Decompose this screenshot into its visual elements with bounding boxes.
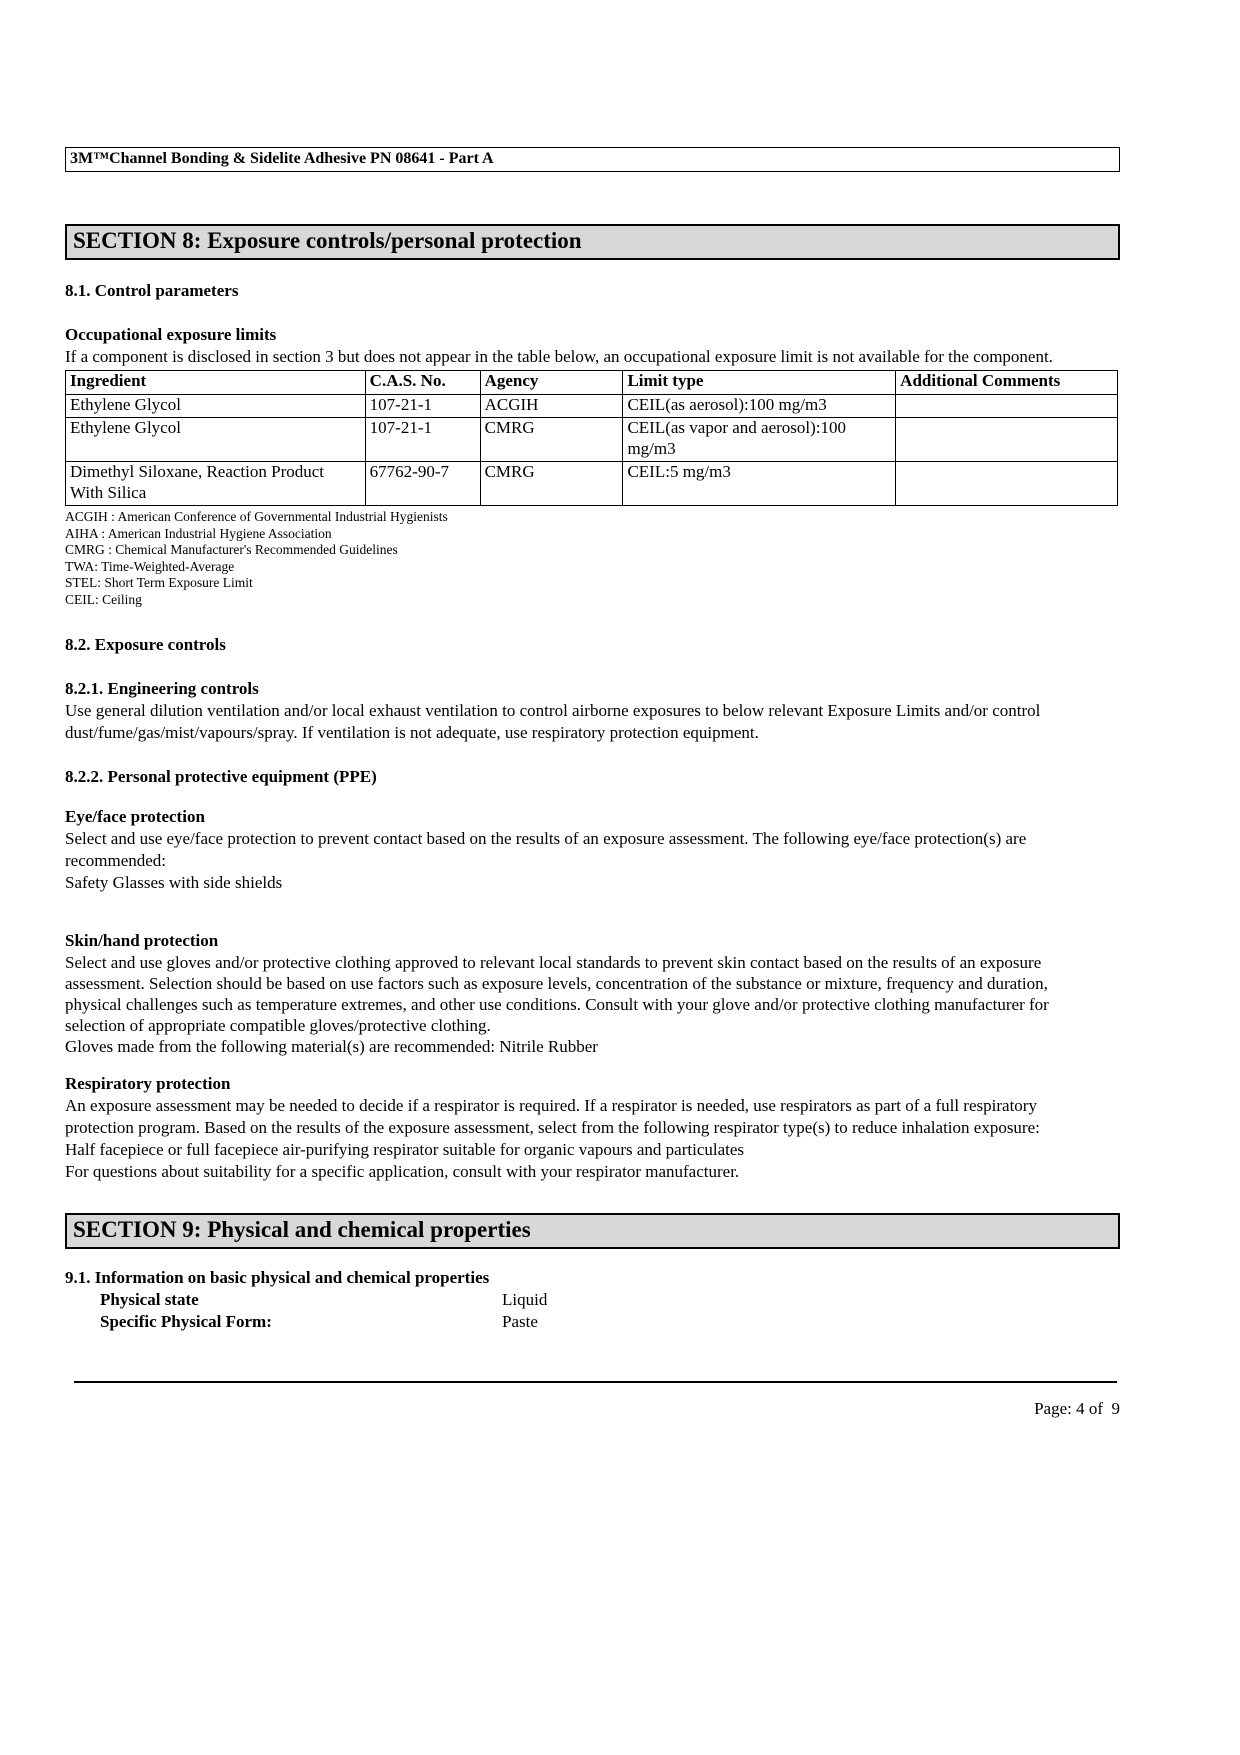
cell-limit: CEIL(as vapor and aerosol):100 mg/m3: [623, 418, 896, 462]
cell-ingredient: Ethylene Glycol: [66, 418, 366, 462]
table-row: [66, 394, 1118, 418]
skin-hand-recommendation: Gloves made from the following material(s) are recommended: Nitrile Rubber: [65, 1037, 598, 1056]
heading-respiratory-protection: Respiratory protection: [65, 1074, 231, 1093]
property-label: Physical state: [100, 1290, 199, 1309]
cell-limit: CEIL:5 mg/m3: [623, 462, 896, 506]
cell-cas: 107-21-1: [365, 394, 480, 418]
eye-face-paragraph: Select and use eye/face protection to prevent contact based on the results of an exposure assessment. The following eye/face protection(s) are recommended:: [65, 829, 1027, 870]
cell-ingredient: Dimethyl Siloxane, Reaction Product With Silica: [66, 462, 366, 506]
document-header-box: [65, 147, 1120, 172]
cell-limit: CEIL(as aerosol):100 mg/m3: [623, 394, 896, 418]
respiratory-recommendation: Half facepiece or full facepiece air-purifying respirator suitable for organic vapours and particulates: [65, 1140, 745, 1159]
col-header-additional-comments: Additional Comments: [896, 371, 1118, 395]
col-header-ingredient: Ingredient: [66, 371, 366, 395]
respiratory-note: For questions about suitability for a specific application, consult with your respirator manufacturer.: [65, 1162, 740, 1181]
property-value: Paste: [502, 1312, 538, 1331]
section-9-title: SECTION 9: Physical and chemical properties: [73, 1217, 531, 1242]
respiratory-paragraph: An exposure assessment may be needed to decide if a respirator is required. If a respirator is needed, use respirators as part of a full respiratory protection program. Based on the results of the exposure assessment, select from the following respirator type(s) to reduce inhalation exposure:: [65, 1096, 1040, 1137]
document-title: 3M™Channel Bonding & Sidelite Adhesive PN 08641 - Part A: [70, 150, 494, 167]
property-value: Liquid: [502, 1290, 548, 1309]
heading-8-2-1: 8.2.1. Engineering controls: [65, 679, 259, 698]
cell-agency: CMRG: [480, 462, 623, 506]
property-row: [65, 1289, 1120, 1311]
property-row: [65, 1311, 1120, 1333]
property-label: Specific Physical Form:: [100, 1312, 272, 1331]
heading-8-2: 8.2. Exposure controls: [65, 635, 226, 654]
engineering-controls-paragraph: Use general dilution ventilation and/or local exhaust ventilation to control airborne exposures to below relevant Exposure Limits and/or control dust/fume/gas/mist/vapours/spray. If ventilation is not adequate, use respiratory protection equipment.: [65, 701, 1041, 742]
heading-skin-hand-protection: Skin/hand protection: [65, 931, 219, 950]
section-9-header-bar: [65, 1213, 1120, 1249]
cell-ingredient: Ethylene Glycol: [66, 394, 366, 418]
cell-comments: [896, 394, 1118, 418]
oel-intro-paragraph: If a component is disclosed in section 3 but does not appear in the table below, an occupational exposure limit is not available for the component.: [65, 347, 1053, 366]
heading-occupational-exposure-limits: Occupational exposure limits: [65, 325, 277, 344]
heading-eye-face-protection: Eye/face protection: [65, 807, 205, 826]
col-header-limit-type: Limit type: [623, 371, 896, 395]
table-row: [66, 418, 1118, 462]
page-number: Page: 4 of 9: [1034, 1399, 1120, 1418]
heading-9-1: 9.1. Information on basic physical and chemical properties: [65, 1268, 490, 1287]
cell-agency: ACGIH: [480, 394, 623, 418]
abbreviation-line: ACGIH : American Conference of Governmental Industrial Hygienists: [65, 509, 448, 524]
heading-8-1: 8.1. Control parameters: [65, 281, 239, 300]
cell-comments: [896, 418, 1118, 462]
section-8-header-bar: [65, 224, 1120, 260]
section-8-title: SECTION 8: Exposure controls/personal protection: [73, 228, 582, 253]
abbreviation-line: CMRG : Chemical Manufacturer's Recommended Guidelines: [65, 542, 398, 557]
abbreviation-line: TWA: Time-Weighted-Average: [65, 558, 235, 574]
footer-divider: [74, 1381, 1117, 1383]
col-header-cas-no: C.A.S. No.: [365, 371, 480, 395]
abbreviation-list: [65, 509, 1120, 608]
abbreviation-line: CEIL: Ceiling: [65, 591, 142, 607]
heading-8-2-2: 8.2.2. Personal protective equipment (PPE): [65, 767, 377, 786]
cell-cas: 107-21-1: [365, 418, 480, 462]
cell-cas: 67762-90-7: [365, 462, 480, 506]
exposure-limits-table: [65, 370, 1118, 506]
col-header-agency: Agency: [480, 371, 623, 395]
table-row: [66, 462, 1118, 506]
skin-hand-paragraph: Select and use gloves and/or protective clothing approved to relevant local standards to prevent skin contact based on the results of an exposure assessment. Selection should be based on use factors such as exposure levels, concentration of the substance or mixture, frequency and duration, physical challenges such as temperature extremes, and other use conditions. Consult with your glove and/or protective clothing manufacturer for selection of appropriate compatible gloves/protective clothing.: [65, 953, 1049, 1035]
abbreviation-line: STEL: Short Term Exposure Limit: [65, 575, 253, 590]
abbreviation-line: AIHA : American Industrial Hygiene Association: [65, 525, 332, 541]
cell-agency: CMRG: [480, 418, 623, 462]
table-header-row: [66, 371, 1118, 395]
eye-face-recommendation: Safety Glasses with side shields: [65, 873, 283, 892]
cell-comments: [896, 462, 1118, 506]
